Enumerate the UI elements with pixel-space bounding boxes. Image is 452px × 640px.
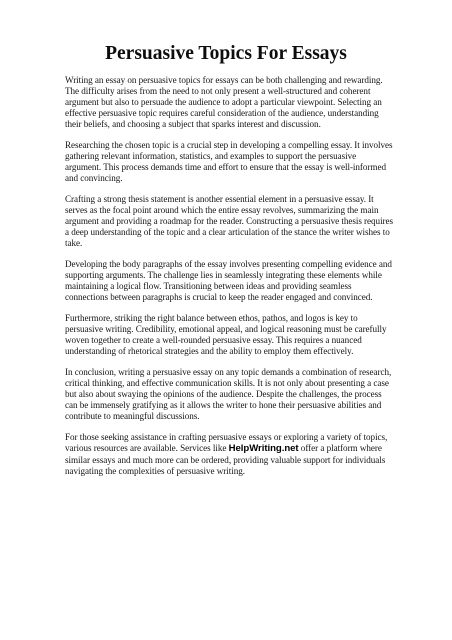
paragraph-thesis: Crafting a strong thesis statement is another essential element in a persuasive essay. It serves as the focal point around which the entire essay revolves, summarizing the main argument and providing a roadmap for the reader. Constructing a persuasive thesis requires a deep understanding of the topic and a clear articulation of the stance the writer wishes to take. — [65, 194, 394, 248]
paragraph-closing — [65, 432, 394, 477]
document-title: Persuasive Topics For Essays — [105, 43, 347, 64]
service-brand-name: HelpWriting.net — [228, 443, 299, 455]
paragraph-rhetoric: Furthermore, striking the right balance between ethos, pathos, and logos is key to persuasive writing. Credibility, emotional appeal, and logical reasoning must be carefully woven together to create a well-rounded persuasive essay. This requires a nuanced understanding of rhetorical strategies and the ability to employ them effectively. — [65, 313, 387, 357]
closing-text-before: For those seeking assistance in crafting persuasive essays or exploring a variety of topics, various resources are available. Services like — [65, 432, 388, 454]
closing-text-after: offer a platform where similar essays and much more can be ordered, providing valuable support for individuals navigating the complexities of persuasive writing. — [65, 443, 386, 477]
document-body — [65, 75, 394, 488]
paragraph-research: Researching the chosen topic is a crucial step in developing a compelling essay. It involves gathering relevant information, statistics, and examples to support the persuasive argument. This process demands time and effort to ensure that the essay is well-informed and convincing. — [65, 140, 393, 183]
paragraph-conclusion: In conclusion, writing a persuasive essay on any topic demands a combination of research, critical thinking, and effective communication skills. It is not only about presenting a case but also about swaying the opinions of the audience. Despite the challenges, the process can be immensely gratifying as it allows the writer to hone their persuasive abilities and contribute to meaningful discussions. — [65, 367, 392, 422]
paragraph-body: Developing the body paragraphs of the essay involves presenting compelling evidence and supporting arguments. The challenge lies in seamlessly integrating these elements while maintaining a logical flow. Transitioning between ideas and providing seamless connections between paragraphs is crucial to keep the reader engaged and convinced. — [65, 259, 392, 302]
paragraph-intro: Writing an essay on persuasive topics for essays can be both challenging and rewarding. The difficulty arises from the need to not only present a well-structured and coherent argument but also to persuade the audience to adopt a particular viewpoint. Selecting an effective persuasive topic requires careful consideration of the audience, understanding their beliefs, and choosing a subject that sparks interest and discussion. — [65, 75, 383, 129]
